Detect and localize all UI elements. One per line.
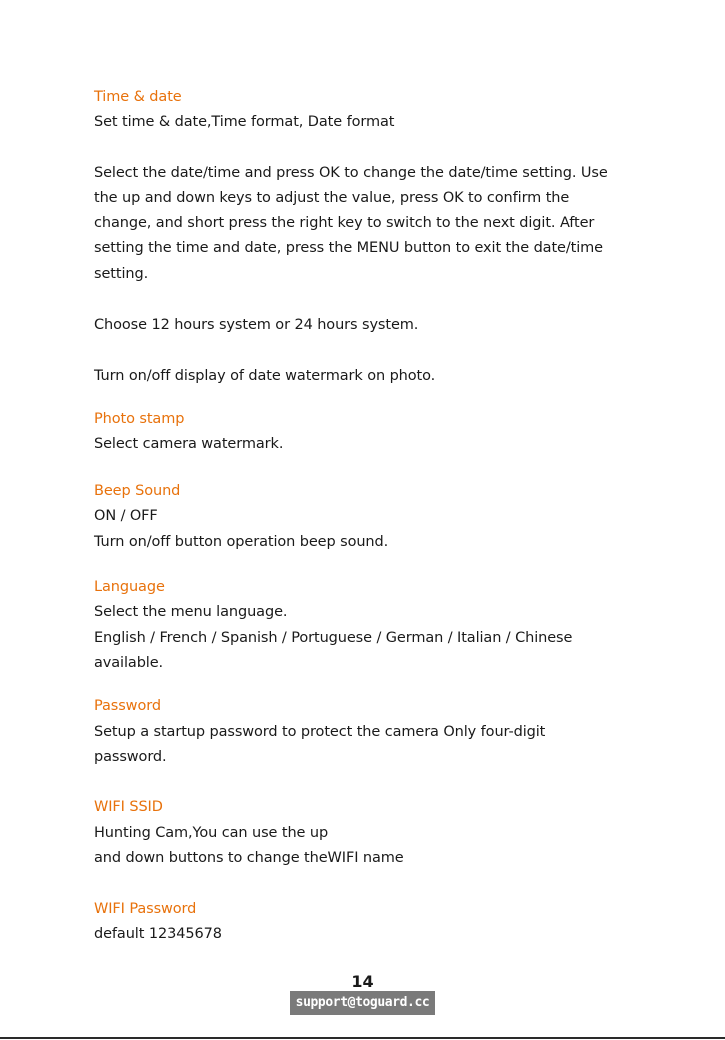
time-date-summary: Set time & date,Time format, Date format	[94, 114, 395, 130]
wifi-password-line1: default 12345678	[94, 926, 222, 942]
language-line3: available.	[94, 655, 164, 671]
time-date-para1-line3: change, and short press the right key to switch to the next digit. After	[94, 215, 595, 231]
password-line2: password.	[94, 749, 167, 765]
heading-password: Password	[94, 698, 161, 714]
heading-wifi-ssid: WIFI SSID	[94, 799, 163, 815]
time-date-para1-line4: setting the time and date, press the MENU button to exit the date/time	[94, 240, 604, 256]
time-date-para1-line1: Select the date/time and press OK to change the date/time setting. Use	[94, 165, 608, 181]
time-format-text: Choose 12 hours system or 24 hours system.	[94, 317, 419, 333]
bottom-divider	[0, 1037, 725, 1039]
language-line2: English / French / Spanish / Portuguese / German / Italian / Chinese	[94, 630, 573, 646]
wifi-ssid-line1: Hunting Cam,You can use the up	[94, 825, 329, 841]
photo-stamp-line1: Select camera watermark.	[94, 436, 284, 452]
date-format-text: Turn on/off display of date watermark on photo.	[94, 368, 436, 384]
heading-time-date: Time & date	[94, 89, 182, 105]
wifi-ssid-line2: and down buttons to change theWIFI name	[94, 850, 404, 866]
heading-language: Language	[94, 579, 165, 595]
beep-sound-line2: Turn on/off button operation beep sound.	[94, 534, 389, 550]
support-email-banner: support@toguard.cc	[290, 991, 435, 1015]
beep-sound-line1: ON / OFF	[94, 508, 158, 524]
time-date-para1-line2: the up and down keys to adjust the value, press OK to confirm the	[94, 190, 570, 206]
heading-wifi-password: WIFI Password	[94, 901, 197, 917]
page-number: 14	[351, 972, 374, 991]
heading-photo-stamp: Photo stamp	[94, 411, 185, 427]
password-line1: Setup a startup password to protect the camera Only four-digit	[94, 724, 546, 740]
time-date-para1-line5: setting.	[94, 266, 149, 282]
heading-beep-sound: Beep Sound	[94, 483, 181, 499]
language-line1: Select the menu language.	[94, 604, 288, 620]
